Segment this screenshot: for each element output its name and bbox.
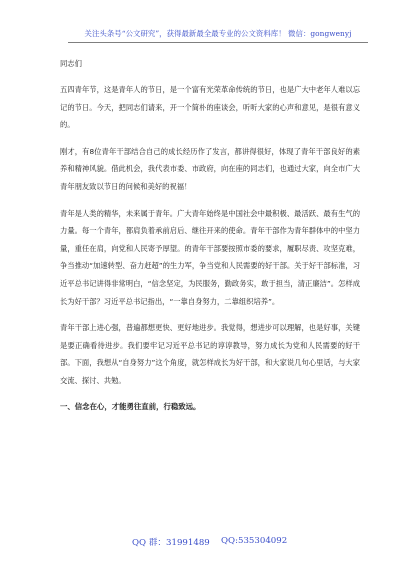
header-banner (68, 8, 368, 50)
salutation: 同志们 (60, 59, 82, 68)
footer (0, 536, 408, 552)
banner-divider (68, 42, 368, 43)
document-body (60, 58, 360, 413)
banner-text: 关注头条号“公文研究”，获得最新最全最专业的公文资料库！ 微信：gongwenyj (84, 29, 352, 38)
paragraph-2: 刚才，有8位青年干部结合自己的成长经历作了发言，都讲得很好，体现了青年干部良好的素养和精神风貌。借此机会，我代表市委、市政府，向在座的同志们，也通过大家，向全市广大青年朋友致以节日的问候和美好的祝福！ (60, 146, 360, 191)
paragraph-4: 青年干部上进心强，普遍都想更快、更好地进步。我觉得，想进步可以理解，也是好事，关键是要正确看待进步。我们要牢记习近平总书记的谆谆教导，努力成长为党和人民需要的好干部。下面，我想从“自身努力”这个角度，就怎样成长为好干部，和大家说几句心里话，与大家交流、探讨、共勉。 (60, 323, 360, 385)
paragraph-1: 五四青年节，这是青年人的节日，是一个富有光荣革命传统的节日，也是广大中老年人难以忘记的节日。今天，把同志们请来，开一个简朴的座谈会，听听大家的心声和意见，是很有意义的。 (60, 85, 360, 130)
footer-qq-number: QQ:535304092 (221, 536, 288, 546)
paragraph-3: 青年是人类的精华，未来属于青年。广大青年始终是中国社会中最积极、最活跃、最有生气的力量。每一个青年，都肩负着承前启后、继往开来的使命。青年干部作为青年群体中的中坚力量，重任在肩，向党和人民寄予厚望。的青年干部要按照市委的要求，履职尽责、攻坚克难，争当推动“加速转型、奋力赶超”的生力军，争当党和人民需要的好干部。关于好干部标准，习近平总书记讲得非常明白，“信念坚定，为民服务，勤政务实，敢于担当，清正廉洁”。怎样成长为好干部？习近平总书记指出，“一靠自身努力，二靠组织培养”。 (60, 208, 360, 306)
section-heading: 一、信念在心，才能勇往直前，行稳致远。 (60, 401, 201, 411)
footer-qq-group: QQ 群：31991489 (132, 538, 210, 548)
